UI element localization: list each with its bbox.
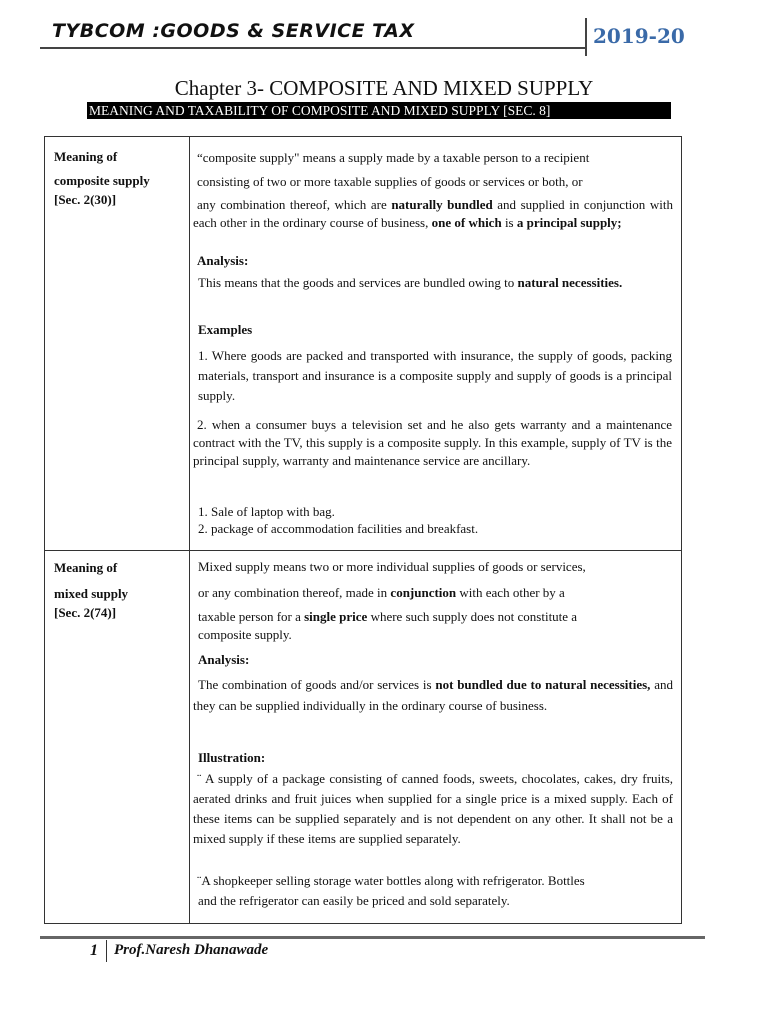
text-bold: single price (304, 609, 368, 624)
text: This means that the goods and services are bundled owing to (198, 275, 518, 290)
course-title: TYBCOM :GOODS & SERVICE TAX (52, 20, 415, 42)
table-column-divider (189, 136, 190, 924)
text: taxable person for a (198, 609, 305, 624)
text: with each other by a (456, 585, 565, 600)
page-number: 1 (90, 942, 98, 959)
academic-year: 2019-20 (593, 24, 685, 48)
composite-def-para (193, 196, 673, 232)
mixed-def-line1: Mixed supply means two or more individual supplies of goods or services, (198, 559, 586, 574)
text-bold: naturally bundled (391, 197, 493, 212)
mixed-analysis (193, 674, 673, 716)
header-divider (585, 18, 587, 56)
text: or any combination thereof, made in (198, 585, 391, 600)
chapter-title: Chapter 3- COMPOSITE AND MIXED SUPPLY (174, 76, 594, 100)
mixed-label (54, 557, 184, 621)
footer-rule (40, 936, 705, 939)
mixed-illustration-2-line2: and the refrigerator can easily be priced and sold separately. (198, 893, 510, 908)
composite-list-2: 2. package of accommodation facilities and breakfast. (198, 521, 479, 536)
text-bold: a principal supply; (516, 215, 622, 230)
text-bold: natural necessities. (517, 275, 623, 290)
label-line: Meaning of (54, 149, 118, 164)
text: is (501, 215, 517, 230)
composite-label (54, 146, 184, 208)
section-subheading: MEANING AND TAXABILITY OF COMPOSITE AND MIXED SUPPLY [SEC. 8] (87, 102, 671, 119)
text: The combination of goods and/or services is (198, 677, 436, 692)
label-line: mixed supply (54, 586, 129, 601)
mixed-def-line4: composite supply. (198, 627, 292, 642)
author-name: Prof.Naresh Dhanawade (114, 942, 269, 958)
composite-analysis-heading: Analysis: (197, 253, 249, 268)
composite-analysis (198, 274, 673, 292)
label-line: [Sec. 2(30)] (54, 192, 117, 207)
text: and supplied in conjunction with each other in the ordinary course of business, (193, 197, 673, 230)
label-line: Meaning of (54, 560, 118, 575)
mixed-def-line3 (198, 607, 673, 626)
composite-list-1: 1. Sale of laptop with bag. (198, 504, 335, 519)
composite-examples-heading: Examples (198, 322, 253, 337)
mixed-illustration-1: ¨ A supply of a package consisting of canned foods, sweets, chocolates, cakes, dry fruits, aerated drinks and fruit juices when supplied for a single price is a mixed supply. Each of these items can be supplied separately and is not dependent on any other. It shall not be a mixed supply if these items are supplied separately. (193, 771, 673, 846)
mixed-def-line2 (198, 583, 673, 602)
text: and they can be supplied individually in the ordinary course of business. (193, 677, 673, 713)
composite-example-2: 2. when a consumer buys a television set and he also gets warranty and a maintenance contract with the TV, this supply is a composite supply. In this example, supply of TV is the principal supply, warranty and maintenance service are ancillary. (193, 417, 672, 468)
composite-def-line2: consisting of two or more taxable supplies of goods or services or both, or (197, 174, 583, 189)
mixed-illustration-heading: Illustration: (198, 750, 266, 765)
label-line: composite supply (54, 173, 150, 188)
label-line: [Sec. 2(74)] (54, 605, 117, 620)
composite-def-line1: “composite supply" means a supply made by a taxable person to a recipient (197, 150, 590, 165)
table-row-divider (44, 550, 682, 551)
text-bold: conjunction (390, 585, 457, 600)
footer-divider (106, 940, 107, 962)
composite-example-1: 1. Where goods are packed and transported with insurance, the supply of goods, packing materials, transport and insurance is a composite supply and supply of goods is a principal supply. (198, 348, 672, 403)
text-bold: one of which (431, 215, 502, 230)
text: any combination thereof, which are (197, 197, 392, 212)
header-rule (40, 47, 585, 49)
text-bold: not bundled due to natural necessities, (435, 677, 651, 692)
text: where such supply does not constitute a (367, 609, 578, 624)
mixed-illustration-2-line1: ¨A shopkeeper selling storage water bottles along with refrigerator. Bottles (197, 873, 585, 888)
mixed-analysis-heading: Analysis: (198, 652, 250, 667)
